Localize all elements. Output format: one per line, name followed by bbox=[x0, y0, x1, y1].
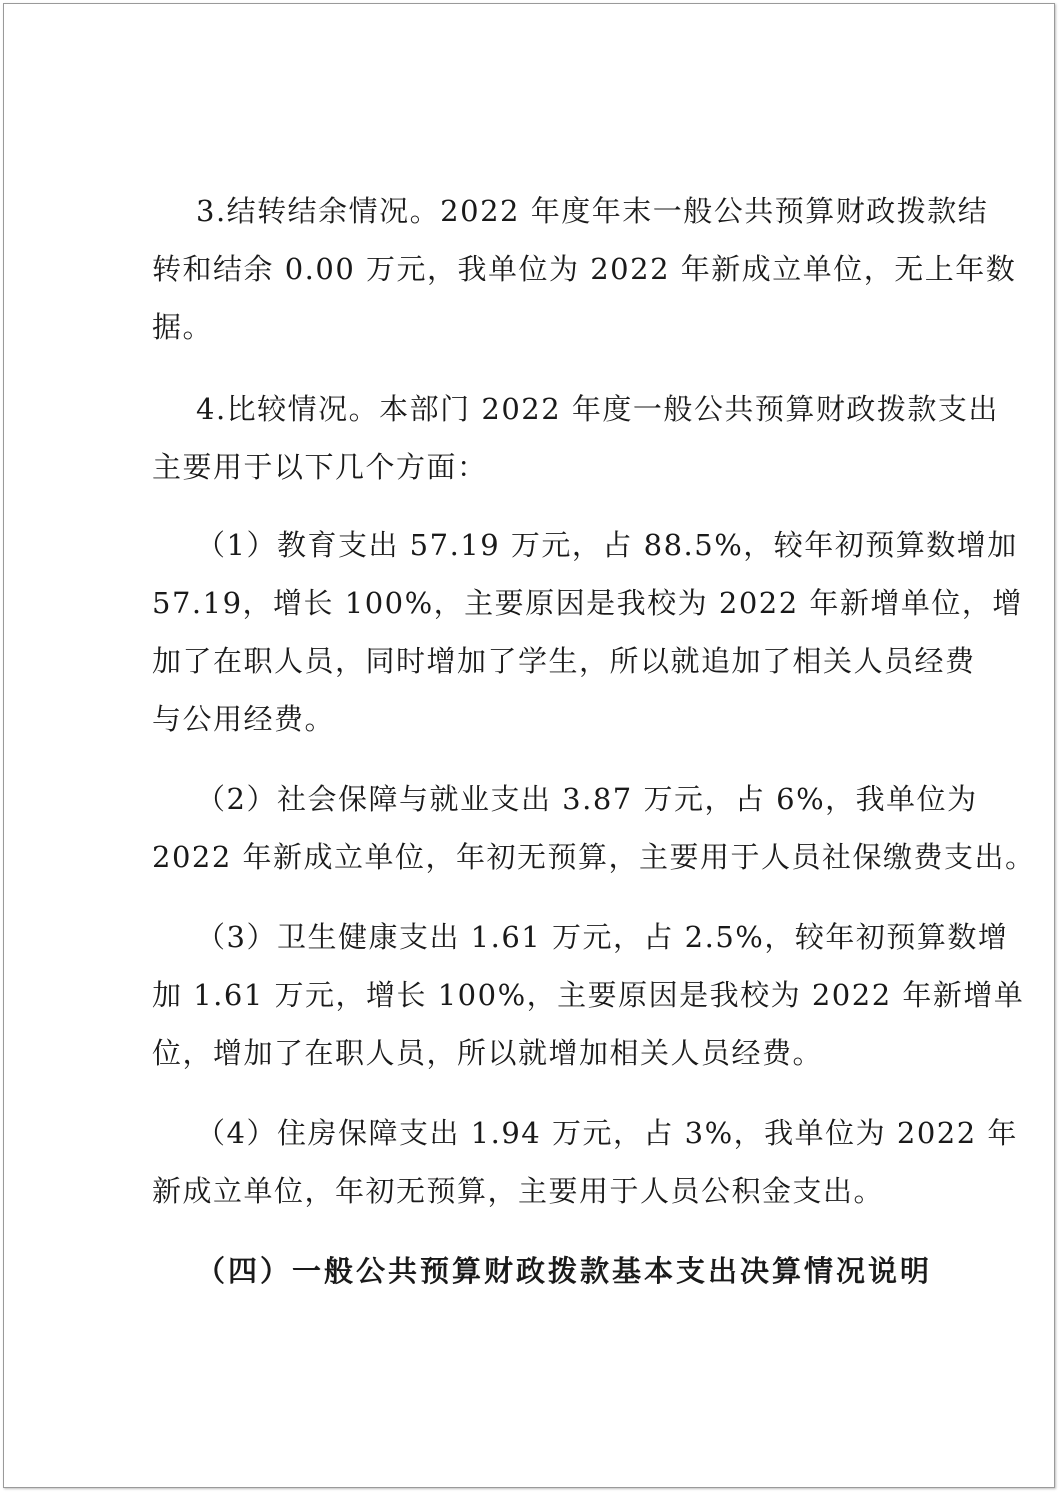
text-line: 加了在职人员，同时增加了学生，所以就追加了相关人员经费 bbox=[152, 644, 976, 678]
text-line: 与公用经费。 bbox=[152, 702, 336, 736]
paragraph-housing bbox=[152, 1104, 1018, 1220]
paragraph-comparison bbox=[152, 380, 999, 496]
paragraph-social-security bbox=[152, 770, 1036, 886]
text-line: （2）社会保障与就业支出 3.87 万元，占 6%，我单位为 bbox=[196, 782, 978, 816]
text-line: （3）卫生健康支出 1.61 万元，占 2.5%，较年初预算数增 bbox=[196, 920, 1009, 954]
text-line: 转和结余 0.00 万元，我单位为 2022 年新成立单位，无上年数 bbox=[152, 252, 1017, 286]
text-line: 4.比较情况。本部门 2022 年度一般公共预算财政拨款支出 bbox=[196, 392, 999, 426]
text-line: （1）教育支出 57.19 万元，占 88.5%，较年初预算数增加 bbox=[196, 528, 1018, 562]
text-line: 加 1.61 万元，增长 100%，主要原因是我校为 2022 年新增单 bbox=[152, 978, 1025, 1012]
text-line: 2022 年新成立单位，年初无预算，主要用于人员社保缴费支出。 bbox=[152, 840, 1036, 874]
paragraph-health bbox=[152, 908, 1025, 1082]
text-line: 3.结转结余情况。2022 年度年末一般公共预算财政拨款结 bbox=[196, 194, 989, 228]
text-line: 新成立单位，年初无预算，主要用于人员公积金支出。 bbox=[152, 1174, 885, 1208]
document-page bbox=[3, 3, 1055, 1488]
section-heading bbox=[152, 1242, 942, 1300]
text-line: 位，增加了在职人员，所以就增加相关人员经费。 bbox=[152, 1036, 824, 1070]
section-title: （四）一般公共预算财政拨款基本支出决算情况说明 bbox=[196, 1254, 933, 1288]
paragraph-carryover bbox=[152, 182, 1017, 356]
document-body bbox=[152, 182, 1036, 1300]
paragraph-education bbox=[152, 516, 1023, 748]
text-line: （4）住房保障支出 1.94 万元，占 3%，我单位为 2022 年 bbox=[196, 1116, 1018, 1150]
text-line: 主要用于以下几个方面： bbox=[152, 450, 488, 484]
text-line: 据。 bbox=[152, 310, 214, 344]
text-line: 57.19，增长 100%，主要原因是我校为 2022 年新增单位，增 bbox=[152, 586, 1023, 620]
